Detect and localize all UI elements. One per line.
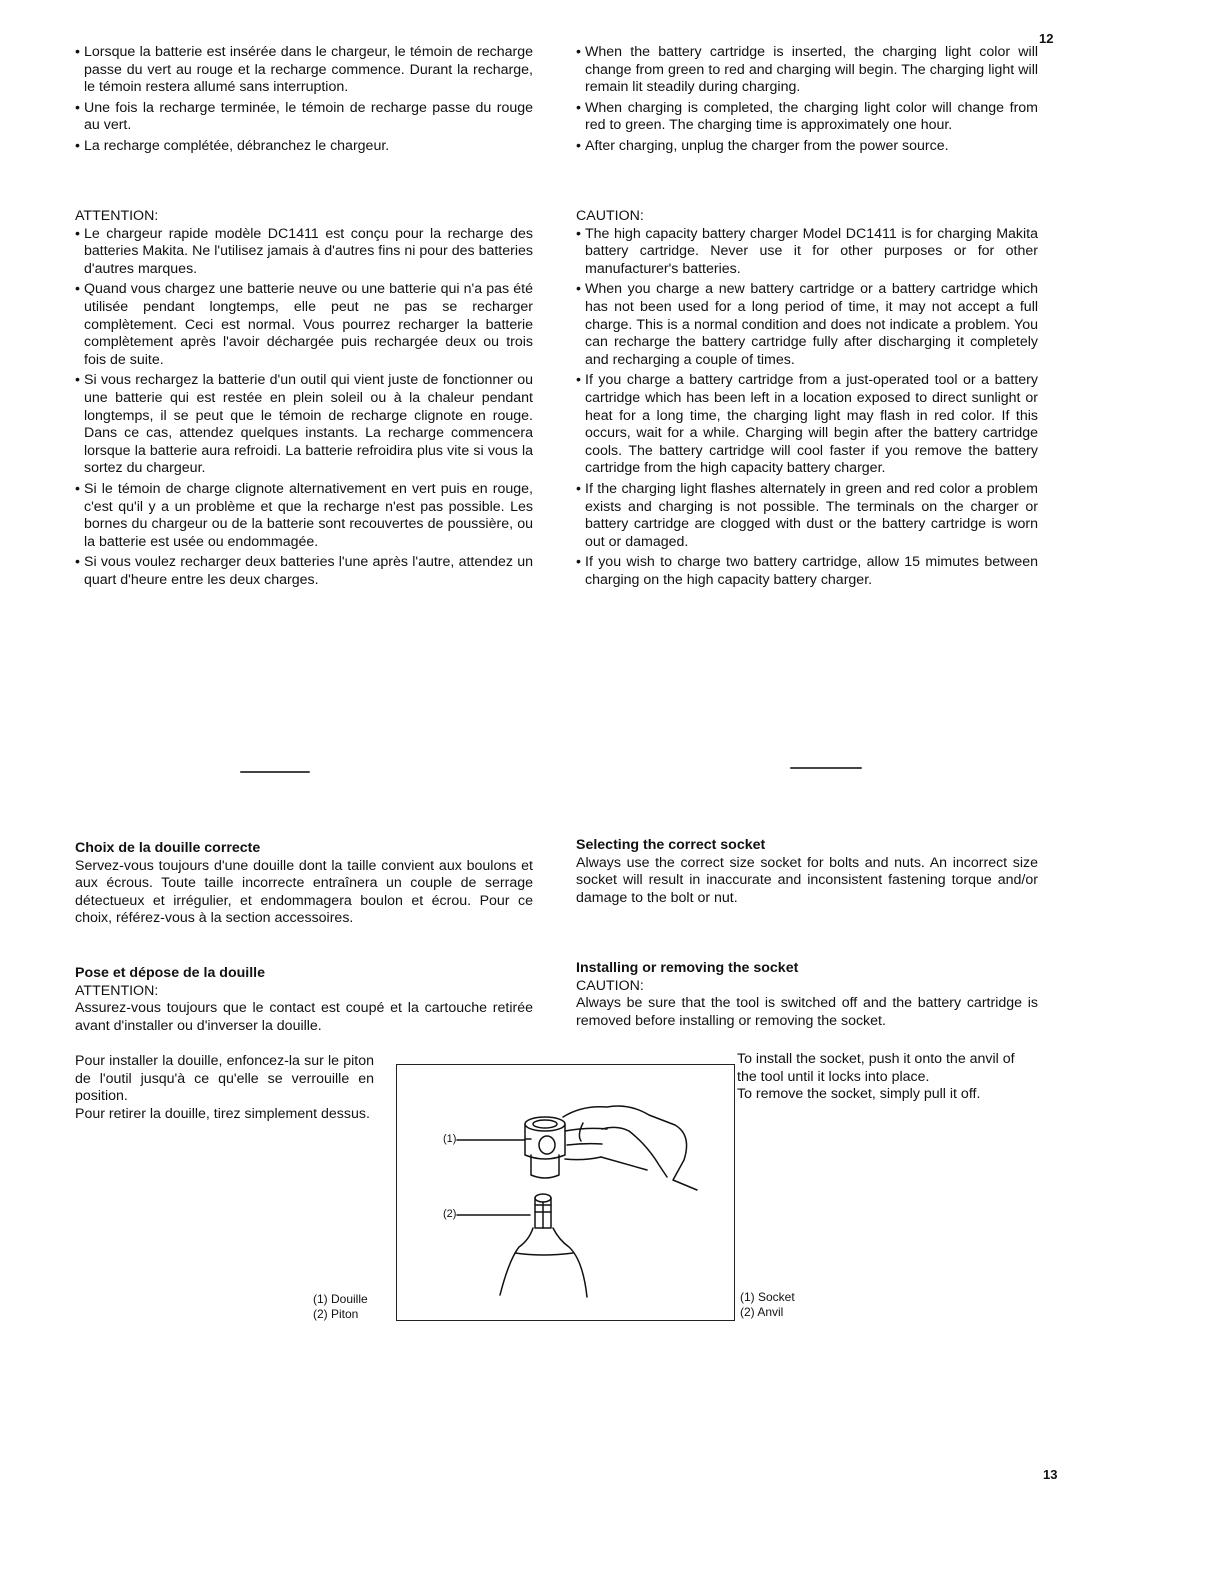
hand-shape <box>563 1106 697 1190</box>
anvil-tool-shape <box>500 1194 587 1297</box>
en-socket-install-warning: Always be sure that the tool is switched off and the battery cartridge is removed before installing or removing the socket. <box>576 995 1038 1029</box>
en-caption-socket: (1) Socket <box>740 1290 795 1304</box>
en-install-text: To install the socket, push it onto the anvil of the tool until it locks into place. <box>737 1051 1015 1085</box>
socket-anvil-illustration <box>397 1065 734 1320</box>
list-item: • After charging, unplug the charger from the power source. <box>576 138 1038 156</box>
fr-charge-list <box>75 44 533 156</box>
scan-mark <box>240 771 310 773</box>
callout-label-2: (2) <box>443 1208 457 1220</box>
socket-figure <box>396 1064 735 1321</box>
en-socket-select-heading: Selecting the correct socket <box>576 837 766 853</box>
fr-socket-install-warning: Assurez-vous toujours que le contact est coupé et la cartouche retirée avant d'installer ou d'inverser la douille. <box>75 1000 533 1034</box>
list-item: • Si vous voulez recharger deux batteries l'une après l'autre, attendez un quart d'heure entre les deux charges. <box>75 554 533 589</box>
list-item: • If you charge a battery cartridge from a just-operated tool or a battery cartridge which has been left in a location exposed to direct sunlight or heat for a long time, the charging light may flash in red color. If this occurs, wait for a while. Charging will begin after the battery cartridge cools. The battery cartridge will cool faster if you remove the battery cartridge from the high capacity battery charger. <box>576 372 1038 478</box>
en-caption-anvil: (2) Anvil <box>740 1305 784 1319</box>
list-item: • The high capacity battery charger Model DC1411 is for charging Makita battery cartridge. Never use it for other purposes or for other manufacturer's batteries. <box>576 226 1038 279</box>
list-item: • Si vous rechargez la batterie d'un outil qui vient juste de fonctionner ou une batterie qui est restée en plein soleil ou à la chaleur pendant longtemps, il se peut que le témoin de recharge clignote en rouge. Dans ce cas, attendez quelques instants. La recharge commencera lorsque la batterie aura refroidi. La batterie refroidira plus vite si vous la sortez du chargeur. <box>75 372 533 478</box>
page-number-bottom: 13 <box>1043 1467 1058 1482</box>
en-socket-select <box>576 837 1038 907</box>
en-remove-text: To remove the socket, simply pull it off. <box>737 1086 981 1103</box>
en-socket-select-text: Always use the correct size socket for bolts and nuts. An incorrect size socket will result in inaccurate and inconsistent fastening torque and/or damage to the bolt or nut. <box>576 854 1038 906</box>
en-caution-label: CAUTION: <box>576 208 644 224</box>
fr-socket-choice-text: Servez-vous toujours d'une douille dont la taille convient aux boulons et aux écrous. Toute taille incorrecte entraînera un couple de serrage détectueux et irrégulier, et endommagera boulon et écrou. Pour ce choix, référez-vous à la section accessoires. <box>75 857 533 927</box>
list-item: • La recharge complétée, débranchez le chargeur. <box>75 138 533 156</box>
fr-socket-install-attention: ATTENTION: <box>75 982 159 999</box>
fr-socket-choice <box>75 840 533 928</box>
page-number-top: 12 <box>1039 31 1054 46</box>
fr-install-instructions <box>75 1053 374 1123</box>
en-caution-section <box>576 208 1038 592</box>
en-socket-install-heading: Installing or removing the socket <box>576 960 799 976</box>
list-item: • When you charge a new battery cartridge or a battery cartridge which has not been used for a long period of time, it may not accept a full charge. This is a normal condition and does not indicate a problem. You can recharge the battery cartridge fully after discharging it completely and recharging a couple of times. <box>576 281 1038 369</box>
fr-caption-anvil: (2) Piton <box>313 1307 359 1321</box>
list-item: • Lorsque la batterie est insérée dans le chargeur, le témoin de recharge passe du vert au rouge et la recharge commence. Durant la recharge, le témoin restera allumé sans interruption. <box>75 44 533 97</box>
en-socket-install-caution: CAUTION: <box>576 977 644 994</box>
fr-charge-section <box>75 44 533 159</box>
en-figure-captions <box>740 1290 795 1320</box>
list-item: • Le chargeur rapide modèle DC1411 est conçu pour la recharge des batteries Makita. Ne l'utilisez jamais à d'autres fins ni pour des batteries d'autres marques. <box>75 226 533 279</box>
list-item: • If the charging light flashes alternately in green and red color a problem exists and charging is not possible. The terminals on the charger or battery cartridge are clogged with dust or the battery cartridge is worn out or damaged. <box>576 481 1038 551</box>
fr-attention-section <box>75 208 533 592</box>
en-caution-list <box>576 226 1038 590</box>
fr-socket-install <box>75 965 533 1035</box>
en-charge-list <box>576 44 1038 156</box>
list-item: • Si le témoin de charge clignote alternativement en vert puis en rouge, c'est qu'il y a un problème et que la recharge n'est pas possible. Les bornes du chargeur ou de la batterie sont recouvertes de poussière, ou la batterie est usée ou endommagée. <box>75 481 533 551</box>
fr-figure-captions <box>313 1292 368 1322</box>
fr-attention-label: ATTENTION: <box>75 208 159 224</box>
callout-label-1: (1) <box>443 1133 457 1145</box>
list-item: • Une fois la recharge terminée, le témoin de recharge passe du rouge au vert. <box>75 100 533 135</box>
list-item: • When charging is completed, the charging light color will change from red to green. The charging time is approximately one hour. <box>576 100 1038 135</box>
socket-shape <box>525 1117 565 1178</box>
en-charge-section <box>576 44 1038 159</box>
en-socket-install <box>576 960 1038 1030</box>
fr-socket-install-heading: Pose et dépose de la douille <box>75 965 266 981</box>
fr-attention-list <box>75 226 533 590</box>
scan-mark <box>790 767 862 769</box>
list-item: • When the battery cartridge is inserted, the charging light color will change from green to red and charging will begin. The charging light will remain lit steadily during charging. <box>576 44 1038 97</box>
fr-remove-text: Pour retirer la douille, tirez simplement dessus. <box>75 1105 370 1122</box>
fr-socket-choice-heading: Choix de la douille correcte <box>75 840 261 856</box>
en-install-instructions <box>737 1051 1037 1104</box>
fr-install-text: Pour installer la douille, enfoncez-la sur le piton de l'outil jusqu'à ce qu'elle se verrouille en position. <box>75 1053 374 1105</box>
list-item: • If you wish to charge two battery cartridge, allow 15 mimutes between charging on the high capacity battery charger. <box>576 554 1038 589</box>
list-item: • Quand vous chargez une batterie neuve ou une batterie qui n'a pas été utilisée pendant longtemps, elle peut ne pas se recharger complètement. Ceci est normal. Vous pourrez recharger la batterie complètement après l'avoir déchargée puis rechargée deux ou trois fois de suite. <box>75 281 533 369</box>
fr-caption-socket: (1) Douille <box>313 1292 368 1306</box>
